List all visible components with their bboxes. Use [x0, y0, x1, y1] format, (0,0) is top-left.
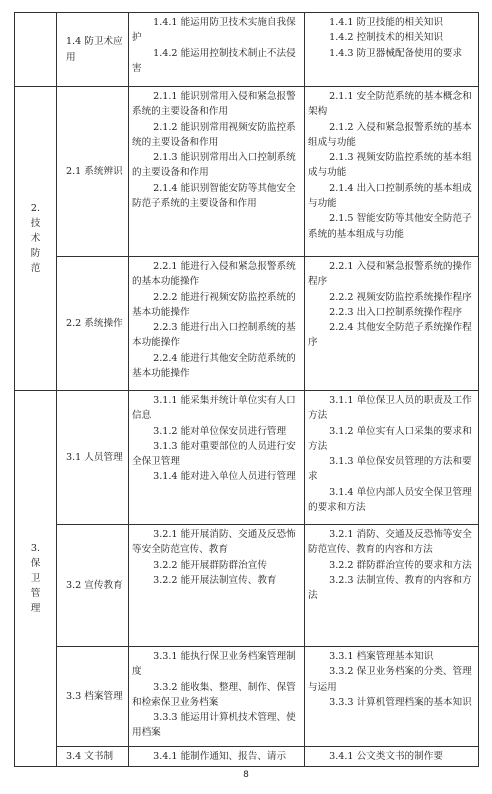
knowledge-item: 3.2.1 消防、交通及反恐怖等安全防范宣传、教育的内容和方法 [308, 529, 472, 556]
skill-item: 1.4.1 能运用防卫技术实施自我保护 [132, 17, 296, 44]
knowledge-item: 2.2.1 入侵和紧急报警系统的操作程序 [308, 261, 472, 288]
skill-requirements-cell [129, 257, 305, 391]
knowledge-item: 3.3.1 档案管理基本知识 [329, 651, 434, 662]
knowledge-requirements-cell [305, 647, 479, 747]
skill-requirements-cell [129, 391, 305, 525]
table-row [15, 13, 479, 87]
skill-item: 3.2.1 能开展消防、交通及反恐怖等安全防范宣传、教育 [132, 529, 296, 556]
skill-item: 3.1.2 能对单位保安员进行管理 [153, 425, 287, 437]
work-unit-cell: 2.2 系统操作 [57, 257, 129, 391]
table-row [15, 747, 479, 767]
knowledge-item: 3.3.2 保卫业务档案的分类、管理与运用 [308, 666, 472, 693]
skill-requirements-cell [129, 87, 305, 257]
table-row [15, 257, 479, 391]
skill-requirements-cell [129, 747, 305, 767]
skill-item: 2.2.1 能进行入侵和紧急报警系统的基本功能操作 [132, 261, 296, 288]
knowledge-item: 3.1.4 单位内部人员安全保卫管理的要求和方法 [308, 486, 472, 514]
skill-item: 3.2.2 能开展法制宣传、教育 [153, 574, 277, 586]
skill-item: 2.1.4 能识别智能安防等其他安全防范子系统的主要设备和作用 [132, 182, 296, 210]
skill-item: 2.2.4 能进行其他安全防范系统的基本功能操作 [132, 352, 296, 380]
knowledge-item: 2.1.1 安全防范系统的基本概念和架构 [308, 91, 472, 118]
table-row [15, 525, 479, 647]
knowledge-item: 1.4.2 控制技术的相关知识 [329, 32, 443, 44]
job-category-cell: 2.技术防范 [15, 87, 57, 391]
skill-item: 2.1.2 能识别常用视频安防监控系统的主要设备和作用 [132, 121, 296, 148]
work-unit-cell: 3.2 宣传教育 [57, 525, 129, 647]
page-number: 8 [243, 770, 249, 780]
knowledge-requirements-cell [305, 87, 479, 257]
skill-requirements-cell [129, 525, 305, 647]
job-cell-continued [15, 13, 57, 87]
table-row [15, 391, 479, 525]
skill-item: 3.1.1 能采集并统计单位实有人口信息 [132, 395, 296, 422]
skill-item: 2.2.3 能进行出入口控制系统的基本功能操作 [132, 322, 296, 349]
knowledge-item: 3.1.1 单位保卫人员的职责及工作方法 [308, 395, 472, 422]
knowledge-item: 2.1.2 入侵和紧急报警系统的基本组成与功能 [308, 121, 472, 148]
skill-item: 3.3.3 能运用计算机技术管理、使用档案 [132, 712, 296, 739]
knowledge-requirements-cell [305, 525, 479, 647]
knowledge-item: 3.2.3 法制宣传、教育的内容和方法 [308, 574, 472, 602]
knowledge-item: 1.4.3 防卫器械配备使用的要求 [329, 47, 463, 59]
knowledge-requirements-cell [305, 391, 479, 525]
work-unit-cell: 3.3 档案管理 [57, 647, 129, 747]
knowledge-requirements-cell [305, 257, 479, 391]
knowledge-item: 2.1.4 出入口控制系统的基本组成与功能 [308, 182, 472, 210]
work-unit-cell: 2.1 系统辨识 [57, 87, 129, 257]
knowledge-item: 3.3.3 计算机管理档案的基本知识 [329, 696, 472, 708]
work-unit-cell: 1.4 防卫术应用 [57, 13, 129, 87]
knowledge-item: 2.1.3 视频安防监控系统的基本组成与功能 [308, 152, 472, 179]
knowledge-item: 3.1.3 单位保安员管理的方法和要求 [308, 456, 472, 483]
knowledge-item: 2.2.3 出入口控制系统操作程序 [329, 306, 463, 318]
skill-item: 3.2.2 能开展群防群治宣传 [153, 559, 267, 571]
knowledge-item: 2.2.2 视频安防监控系统操作程序 [329, 291, 472, 303]
knowledge-requirements-cell [305, 13, 479, 87]
skill-item: 3.4.1 能制作通知、报告、请示 [153, 751, 287, 762]
skill-item: 2.1.1 能识别常用入侵和紧急报警系统的主要设备和作用 [132, 91, 296, 118]
knowledge-requirements-cell [305, 747, 479, 767]
skill-item: 3.1.3 能对重要部位的人员进行安全保卫管理 [132, 440, 296, 468]
knowledge-item: 3.1.2 单位实有人口采集的要求和方法 [308, 425, 472, 452]
skill-item: 1.4.2 能运用控制技术制止不法侵害 [132, 47, 296, 74]
work-unit-cell: 3.1 人员管理 [57, 391, 129, 525]
table-row [15, 647, 479, 747]
table-row [15, 87, 479, 257]
skill-item: 2.1.3 能识别常用出入口控制系统的主要设备和作用 [132, 152, 296, 179]
skill-item: 3.1.4 能对进入单位人员进行管理 [153, 471, 296, 483]
work-unit-cell: 3.4 文书制 [57, 747, 129, 767]
skill-standard-table [14, 12, 479, 767]
skill-requirements-cell [129, 13, 305, 87]
skill-item: 3.3.1 能执行保卫业务档案管理制度 [132, 651, 296, 678]
knowledge-item: 2.1.5 智能安防等其他安全防范子系统的基本组成与功能 [308, 213, 472, 240]
knowledge-item: 3.4.1 公文类文书的制作要 [329, 751, 443, 762]
job-category-cell: 3.保卫管理 [15, 391, 57, 767]
knowledge-item: 3.2.2 群防群治宣传的要求和方法 [329, 559, 472, 571]
skill-item: 2.2.2 能进行视频安防监控系统的基本功能操作 [132, 291, 296, 318]
knowledge-item: 2.2.4 其他安全防范子系统操作程序 [308, 322, 472, 349]
skill-item: 3.3.2 能收集、整理、制作、保管和检索保卫业务档案 [132, 681, 296, 708]
knowledge-item: 1.4.1 防卫技能的相关知识 [329, 17, 443, 28]
skill-requirements-cell [129, 647, 305, 747]
